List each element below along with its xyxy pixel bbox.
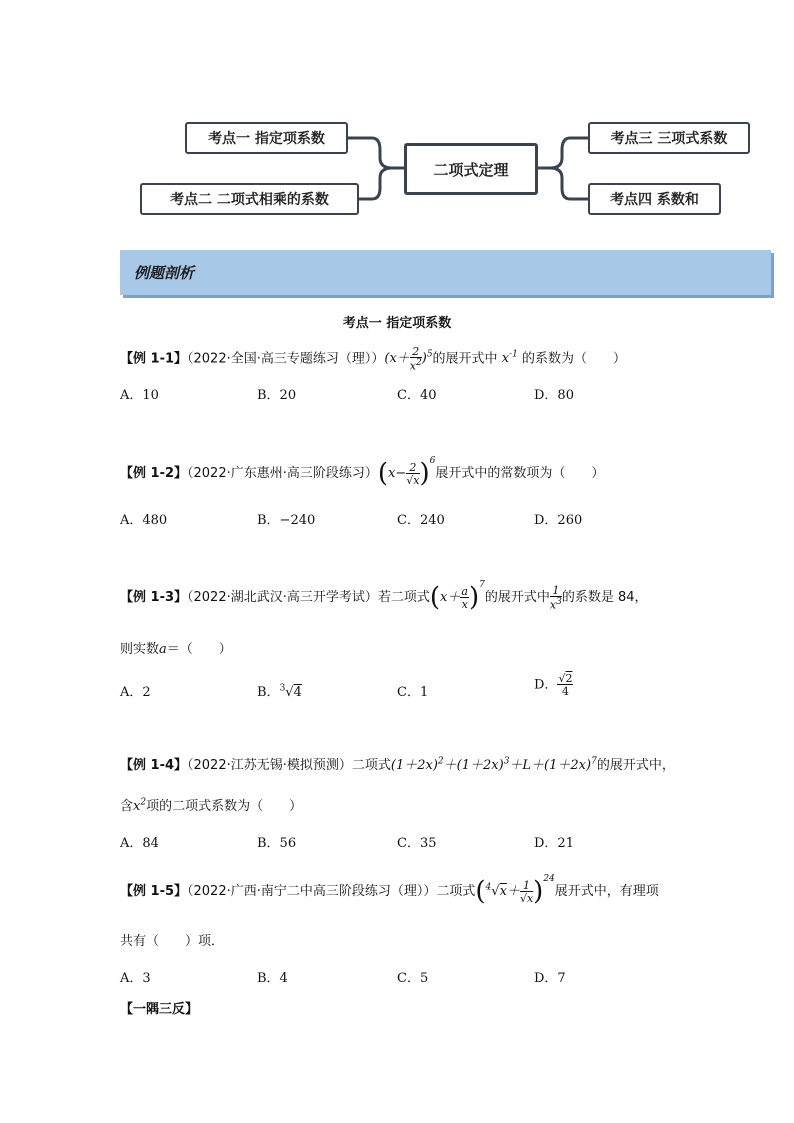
q1-term: $x^{-1}$	[497, 350, 518, 367]
footer-heading: 【一隅三反】	[120, 1002, 199, 1017]
q5-option-d[interactable]: D．7	[534, 971, 566, 986]
question-1	[120, 346, 626, 372]
q3-option-c[interactable]: C．1	[397, 685, 429, 700]
q3-option-a[interactable]: A．2	[120, 685, 151, 700]
q2-expression: (x− $\frac{2}{√x}$ )$^6$	[377, 456, 436, 489]
q1-tail: 的展开式中	[432, 351, 498, 367]
mindmap-node-4: 考点四 系数和	[588, 183, 721, 215]
q1-tail2: 的系数为（ ）	[521, 351, 626, 367]
q4-option-d[interactable]: D．21	[534, 836, 574, 851]
q5-option-c[interactable]: C．5	[397, 971, 429, 986]
q5-tail: 展开式中，有理项	[554, 884, 659, 899]
q4-tail: 的展开式中，	[596, 758, 675, 773]
q2-tail: 展开式中的常数项为（ ）	[435, 466, 605, 481]
question-5	[120, 874, 659, 907]
q2-option-b[interactable]: B．−240	[257, 513, 316, 528]
q4-option-a[interactable]: A．84	[120, 836, 159, 851]
q3-option-b[interactable]: B．$^3$√4	[257, 683, 302, 700]
q4-option-b[interactable]: B．56	[257, 836, 297, 851]
q4-expression: $(1+2x)^2+(1+2x)^3+L+(1+2x)^7$	[390, 756, 597, 773]
mindmap-node-1: 考点一 指定项系数	[185, 122, 348, 154]
q1-option-d[interactable]: D．80	[534, 388, 574, 403]
mindmap-center: 二项式定理	[404, 143, 538, 195]
q3-pre: 若二项式	[377, 590, 430, 605]
q4-term: $x^2$	[133, 797, 147, 814]
q2-option-a[interactable]: A．480	[120, 513, 168, 528]
q1-expression: (x＋ $\frac{2}{x^2}$ )$^5$	[384, 345, 433, 373]
q1-source: （2022·全国·高三专题练习（理））	[187, 351, 385, 367]
q3-line2b: ＝（ ）	[166, 642, 232, 657]
section-banner	[120, 250, 771, 295]
mindmap-node-2: 考点二 二项式相乘的系数	[140, 183, 359, 215]
mindmap-node-3: 考点三 三项式系数	[588, 122, 750, 154]
q1-option-c[interactable]: C．40	[397, 388, 437, 403]
q3-expression: (x＋ $\frac{a}{x}$ )$^7$	[429, 580, 485, 613]
question-5-line2	[120, 930, 224, 949]
q4-tag: 【例 1-4】	[120, 758, 188, 773]
question-2	[120, 456, 604, 489]
q2-source: （2022·广东惠州·高三阶段练习）	[187, 466, 378, 481]
q4-line2a: 含	[120, 799, 134, 814]
q1-option-b[interactable]: B．20	[257, 388, 297, 403]
q5-line2: 共有（ ）项．	[120, 934, 225, 949]
q5-expression: ($^4$√x＋ $\frac{1}{√x}$ )$^{24}$	[475, 874, 555, 907]
q2-tag: 【例 1-2】	[120, 466, 188, 481]
q5-source: （2022·广西·南宁二中高三阶段练习（理））	[187, 884, 437, 899]
q3-option-d[interactable]: D． $\frac{√2}{4}$	[534, 672, 573, 698]
q5-option-b[interactable]: B．4	[257, 971, 288, 986]
q5-option-a[interactable]: A．3	[120, 971, 151, 986]
q1-option-a[interactable]: A．10	[120, 388, 159, 403]
q3-tail2: 的系数是 84，	[561, 590, 648, 605]
question-4	[120, 754, 675, 773]
q3-source: （2022·湖北武汉·高三开学考试）	[187, 590, 378, 605]
q3-var: a	[159, 642, 167, 657]
section-title: 考点一 指定项系数	[342, 316, 452, 331]
q1-tag: 【例 1-1】	[120, 351, 188, 367]
banner-title: 例题剖析	[134, 264, 195, 282]
q4-pre: 二项式	[351, 758, 391, 773]
q4-line2b: 项的二项式系数为（ ）	[146, 799, 303, 814]
q5-pre: 二项式	[436, 884, 476, 899]
question-3-line2	[120, 638, 232, 657]
q2-option-c[interactable]: C．240	[397, 513, 445, 528]
q3-line2: 则实数	[120, 642, 160, 657]
q3-tag: 【例 1-3】	[120, 590, 188, 605]
q3-term: $\frac{1}{x^3}$	[549, 583, 562, 612]
q4-source: （2022·江苏无锡·模拟预测）	[187, 758, 352, 773]
q4-option-c[interactable]: C．35	[397, 836, 437, 851]
q2-option-d[interactable]: D．260	[534, 513, 583, 528]
q5-tag: 【例 1-5】	[120, 884, 188, 899]
question-4-line2	[120, 795, 302, 814]
q3-tail: 的展开式中	[484, 590, 550, 605]
question-3	[120, 580, 648, 613]
